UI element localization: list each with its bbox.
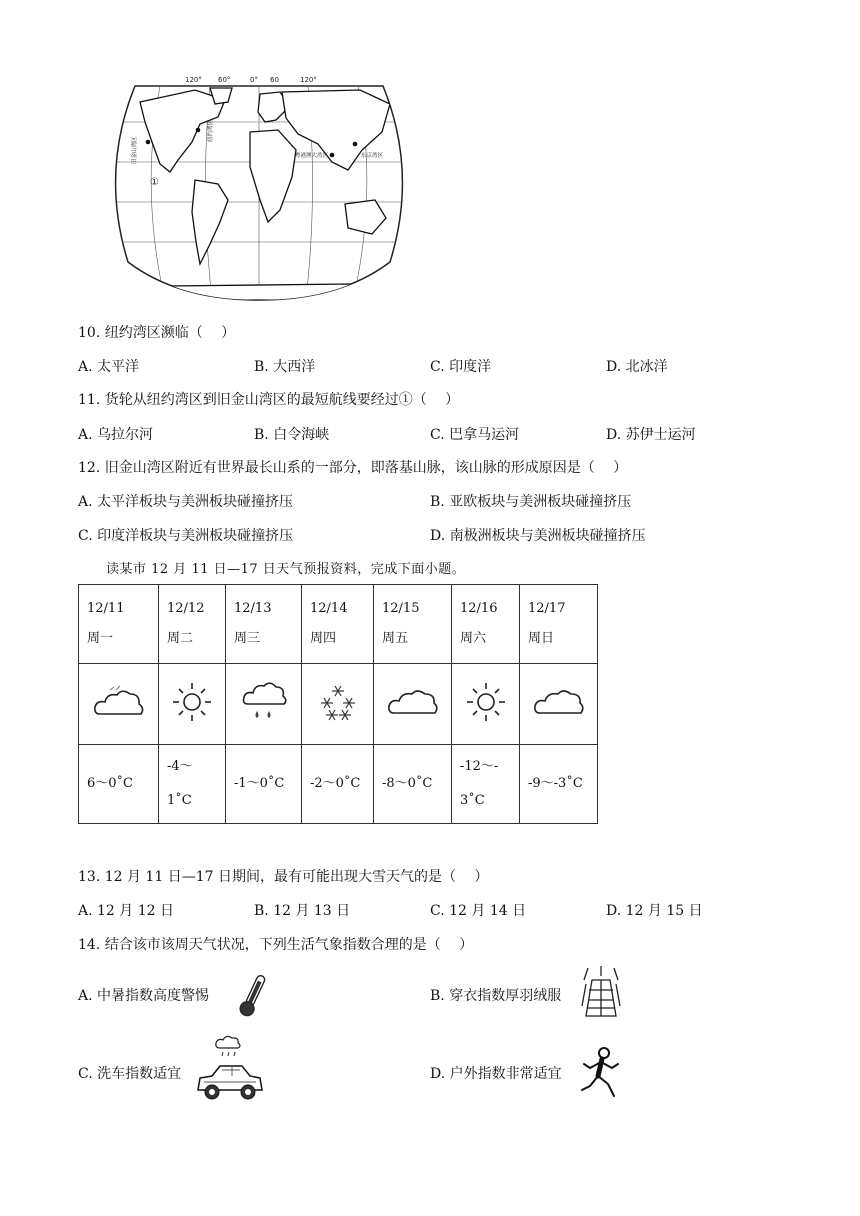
- q11-option-b[interactable]: B. 白令海峡: [254, 427, 330, 443]
- q10-option-d[interactable]: D. 北冰洋: [606, 359, 668, 375]
- icon-cell: [452, 664, 520, 745]
- q13-option-c[interactable]: C. 12 月 14 日: [430, 903, 527, 919]
- rain-cloud-icon: [240, 678, 288, 726]
- q13-option-d[interactable]: D. 12 月 15 日: [606, 903, 703, 919]
- q11-option-a[interactable]: A. 乌拉尔河: [78, 427, 154, 443]
- place-label: 粤港澳大湾区: [295, 153, 329, 159]
- route-marker: ①: [150, 177, 159, 188]
- q14-option-b[interactable]: B. 穿衣指数厚羽绒服: [430, 988, 562, 1004]
- icon-row: [79, 664, 598, 745]
- lon-label: 0°: [250, 76, 258, 84]
- icon-cell: [226, 664, 302, 745]
- icon-cell: [374, 664, 452, 745]
- place-label: 纽约湾区: [208, 119, 214, 142]
- weather-table: [78, 584, 598, 824]
- temp-cell: 6～0˚C: [79, 745, 159, 824]
- section-intro: 读某市 12 月 11 日—17 日天气预报资料，完成下面小题。: [106, 562, 466, 577]
- date-cell: 12/16 周六: [452, 585, 520, 664]
- lon-label: 60°: [218, 76, 231, 84]
- q11-stem: 11. 货轮从纽约湾区到旧金山湾区的最短航线要经过①（ ）: [78, 392, 460, 408]
- date-cell: 12/11 周一: [79, 585, 159, 664]
- icon-cell: [79, 664, 159, 745]
- location-dot: [146, 140, 151, 145]
- date-cell: 12/12 周二: [159, 585, 226, 664]
- running-person-icon: [578, 1046, 628, 1102]
- q14-stem: 14. 结合该市该周天气状况，下列生活气象指数合理的是（ ）: [78, 937, 474, 953]
- q12-option-c[interactable]: C. 印度洋板块与美洲板块碰撞挤压: [78, 528, 294, 544]
- cloud-icon: [532, 687, 586, 717]
- q14-option-d[interactable]: D. 户外指数非常适宜: [430, 1066, 562, 1082]
- location-dot: [353, 142, 358, 147]
- q14-option-a[interactable]: A. 中暑指数高度警惕: [78, 988, 210, 1004]
- q10-option-b[interactable]: B. 大西洋: [254, 359, 316, 375]
- place-label: 旧金山湾区: [132, 136, 138, 164]
- sun-icon: [170, 680, 214, 724]
- icon-cell: [159, 664, 226, 745]
- temp-cell: -12～- 3˚C: [452, 745, 520, 824]
- q13-stem: 13. 12 月 11 日—17 日期间，最有可能出现大雪天气的是（ ）: [78, 869, 489, 885]
- antarctica-shape: [170, 284, 350, 300]
- lon-label: 60: [270, 76, 279, 84]
- temp-cell: -8～0˚C: [374, 745, 452, 824]
- q11-option-d[interactable]: D. 苏伊士运河: [606, 427, 696, 443]
- q12-option-a[interactable]: A. 太平洋板块与美洲板块碰撞挤压: [78, 494, 294, 510]
- q12-stem: 12. 旧金山湾区附近有世界最长山系的一部分，即落基山脉，该山脉的形成原因是（ ）: [78, 460, 628, 476]
- temp-cell: -9～-3˚C: [520, 745, 598, 824]
- q10-option-c[interactable]: C. 印度洋: [430, 359, 492, 375]
- temp-cell: -4～ 1˚C: [159, 745, 226, 824]
- world-map: [100, 72, 418, 302]
- temp-cell: -2～0˚C: [302, 745, 374, 824]
- icon-cell: [302, 664, 374, 745]
- q10-option-a[interactable]: A. 太平洋: [78, 359, 140, 375]
- date-cell: 12/17 周日: [520, 585, 598, 664]
- location-dot: [196, 128, 201, 133]
- date-cell: 12/13 周三: [226, 585, 302, 664]
- temperature-row: [79, 745, 598, 824]
- date-row: [79, 585, 598, 664]
- q11-option-c[interactable]: C. 巴拿马运河: [430, 427, 520, 443]
- down-jacket-icon: [580, 966, 622, 1018]
- temp-cell: -1～0˚C: [226, 745, 302, 824]
- date-cell: 12/15 周五: [374, 585, 452, 664]
- icon-cell: [520, 664, 598, 745]
- cloud-icon: [386, 687, 440, 717]
- q13-option-a[interactable]: A. 12 月 12 日: [78, 903, 174, 919]
- date-cell: 12/14 周四: [302, 585, 374, 664]
- snowflakes-icon: [315, 679, 361, 725]
- q14-option-c[interactable]: C. 洗车指数适宜: [78, 1066, 182, 1082]
- q10-stem: 10. 纽约湾区濒临（ ）: [78, 325, 236, 341]
- location-dot: [330, 153, 335, 158]
- car-with-rain-icon: [192, 1034, 266, 1108]
- cloud-icon: [92, 684, 146, 720]
- q12-option-b[interactable]: B. 亚欧板块与美洲板块碰撞挤压: [430, 494, 632, 510]
- place-label: 东京湾区: [361, 153, 384, 159]
- lon-label: 120°: [300, 76, 317, 84]
- q13-option-b[interactable]: B. 12 月 13 日: [254, 903, 351, 919]
- lon-label: 120°: [185, 76, 202, 84]
- q12-option-d[interactable]: D. 南极洲板块与美洲板块碰撞挤压: [430, 528, 646, 544]
- sun-icon: [464, 680, 508, 724]
- thermometer-icon: [236, 972, 270, 1020]
